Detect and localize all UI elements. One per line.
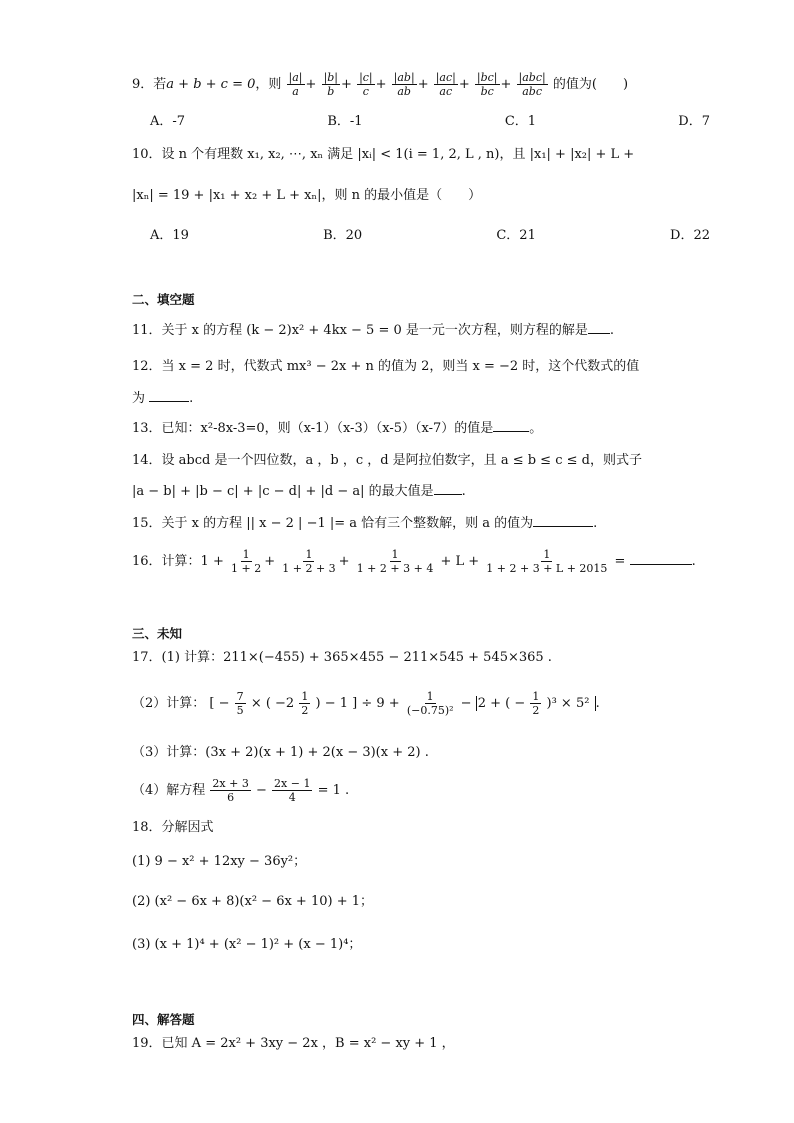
q17-p2-mid-2: ) − 1 ] ÷ 9 + (315, 696, 400, 711)
q16-ellipsis: + L + (440, 554, 480, 569)
q17-p4-frac-1: $\frac{2x + 3}{6}$ (212, 777, 249, 804)
question-11 (132, 321, 614, 341)
question-19: 19．已知 A = 2x² + 3xy − 2x ，B = x² − xy + 1 ， (132, 1036, 455, 1051)
answer-blank (149, 389, 189, 402)
q17-p2-end: )³ × 5² (546, 696, 590, 711)
q9-option-c: C．1 (504, 114, 537, 129)
q10-option-b: B．20 (323, 228, 363, 243)
question-16: 16．计算：1 + $\frac{1}{1 + 2}$ + $\frac{1}{1 + 2 + 3}$ + $\frac{1}{1 + 2 + 3 + 4}$ + L + $\frac{1}{1 + 2 + 3 + L + 2015}$ = . (132, 548, 696, 575)
section-heading-fill-blank: 二、填空题 (132, 292, 195, 307)
q18-item-1: (1) 9 − x² + 12xy − 36y²； (132, 854, 307, 869)
q10-option-d: D．22 (670, 228, 710, 243)
q17-part-2 (132, 690, 600, 717)
q18-title: 18．分解因式 (132, 820, 214, 835)
q11-end: . (609, 323, 615, 338)
section-heading-unknown: 三、未知 (132, 626, 183, 641)
q9-term-3: $\frac{|c|}{c}$ (359, 71, 373, 98)
q9-term-7: $\frac{\text{|abc|}}{\text{abc}}$ (518, 71, 546, 98)
q17-part-1: 17．(1) 计算：211×(−455) + 365×455 − 211×545 + 545×365 . (132, 650, 552, 665)
q9-prefix: 9．若 (132, 77, 167, 92)
q18-item-3: (3) (x + 1)⁴ + (x² − 1)² + (x − 1)⁴； (132, 937, 362, 952)
question-13 (132, 419, 542, 439)
q16-end: . (691, 554, 696, 569)
q17-p4-prefix: （4）解方程 (132, 783, 206, 798)
q14-end: . (461, 484, 466, 499)
q16-prefix: 16．计算：1 + (132, 554, 224, 569)
q9-mid: ，则 (255, 77, 282, 92)
q9-options (150, 110, 710, 129)
q13-end: 。 (529, 421, 543, 436)
q17-p2-abs (476, 690, 596, 717)
q17-p2-mid-3: − (460, 696, 472, 711)
q10-line-1: 10．设 n 个有理数 x₁, x₂, ⋯, xₙ 满足 |xᵢ| < 1(i = 1, 2, L , n)，且 |x₁| + |x₂| + L + (132, 147, 635, 162)
q17-p2-frac-2: $\frac{1}{2}$ (301, 690, 309, 717)
answer-blank (434, 482, 462, 495)
q18-item-2: (2) (x² − 6x + 8)(x² − 6x + 10) + 1； (132, 894, 373, 909)
q11-text: 11．关于 x 的方程 (k − 2)x² + 4kx − 5 = 0 是一元一次方程，则方程的解是 (132, 323, 588, 338)
q9-option-d: D．7 (678, 114, 710, 129)
q9-condition: a + b + c = 0 (166, 77, 256, 92)
q17-part-4 (132, 777, 349, 804)
q9-term-4: $\frac{|ab|}{ab}$ (393, 71, 415, 98)
q9-term-6: $\frac{|bc|}{bc}$ (476, 71, 498, 98)
q12-line-2 (132, 389, 193, 409)
q14-line-1: 14．设 abcd 是一个四位数，a ，b ，c ，d 是阿拉伯数字，且 a ≤ b ≤ c ≤ d，则式子 (132, 453, 642, 468)
q12-line-1: 12．当 x = 2 时，代数式 mx³ − 2x + n 的值为 2，则当 x = −2 时，这个代数式的值 (132, 359, 640, 374)
q9-option-b: B．-1 (327, 114, 363, 129)
q12-line2-text: 为 (132, 391, 146, 406)
q9-term-5: $\frac{|ac|}{ac}$ (435, 71, 456, 98)
q17-p4-frac-2: $\frac{2x - 1}{4}$ (274, 777, 311, 804)
q17-p2-dot: . (595, 696, 600, 711)
q14-line2-text: |a − b| + |b − c| + |c − d| + |d − a| 的最大值是 (132, 484, 434, 499)
q12-end: . (189, 391, 194, 406)
q15-text: 15．关于 x 的方程 || x − 2 | −1 |= a 恰有三个整数解，则 a 的值为 (132, 516, 534, 531)
answer-blank (588, 321, 610, 334)
q9-term-1: $\frac{|a|}{a}$ (288, 71, 303, 98)
q9-term-2: $\frac{|b|}{b}$ (323, 71, 339, 98)
question-15 (132, 514, 597, 534)
q9-suffix: 的值为( ) (552, 77, 629, 92)
q17-p4-mid: − (255, 783, 267, 798)
q17-p4-end: = 1 . (317, 783, 350, 798)
q17-p2-mid-1: × ( −2 (250, 696, 295, 711)
answer-blank (533, 514, 593, 527)
q16-frac-4: $\frac{1}{1 + 2 + 3 + L + 2015}$ (486, 548, 608, 575)
question-9: 9．若a + b + c = 0，则 $\frac{|a|}{a}$ + $\frac{|b|}{b}$ + $\frac{|c|}{c}$ + $\frac{|ab|}{ab}$ + $\frac{|ac|}{ac}$ + $\frac{|bc|}{bc}$ + $\frac{\text{|abc|}}{\text{abc}}$ 的值为( ) (132, 71, 629, 98)
answer-blank (493, 419, 529, 432)
q17-p2-frac-4: $\frac{1}{2}$ (532, 690, 540, 717)
q16-frac-1: $\frac{1}{1 + 2}$ (230, 548, 262, 575)
q10-option-c: C．21 (496, 228, 536, 243)
q17-p2-abs-text: 2 + ( − (477, 696, 526, 711)
q16-frac-3: $\frac{1}{1 + 2 + 3 + 4}$ (356, 548, 434, 575)
q17-p2-left: [ − (209, 696, 230, 711)
section-heading-solve: 四、解答题 (132, 1012, 195, 1027)
q17-part-3: （3）计算：(3x + 2)(x + 1) + 2(x − 3)(x + 2) . (132, 745, 429, 760)
q17-p2-prefix: （2）计算： (132, 696, 206, 711)
q17-p2-frac-1: $\frac{7}{5}$ (236, 690, 244, 717)
answer-blank (630, 552, 692, 565)
q14-line-2 (132, 482, 466, 502)
q10-option-a: A．19 (150, 228, 189, 243)
q16-frac-2: $\frac{1}{1 + 2 + 3}$ (282, 548, 336, 575)
q17-p2-frac-3: $\frac{1}{\text{(−0.75)²}}$ (406, 690, 454, 717)
q10-options (150, 224, 710, 243)
q9-option-a: A．-7 (150, 114, 186, 129)
q15-end: . (593, 516, 598, 531)
q13-text: 13．已知：x²-8x-3=0，则（x-1）（x-3）（x-5）（x-7）的值是 (132, 421, 494, 436)
q10-line-2: |xₙ| = 19 + |x₁ + x₂ + L + xₙ|，则 n 的最小值是（ ） (132, 188, 482, 203)
